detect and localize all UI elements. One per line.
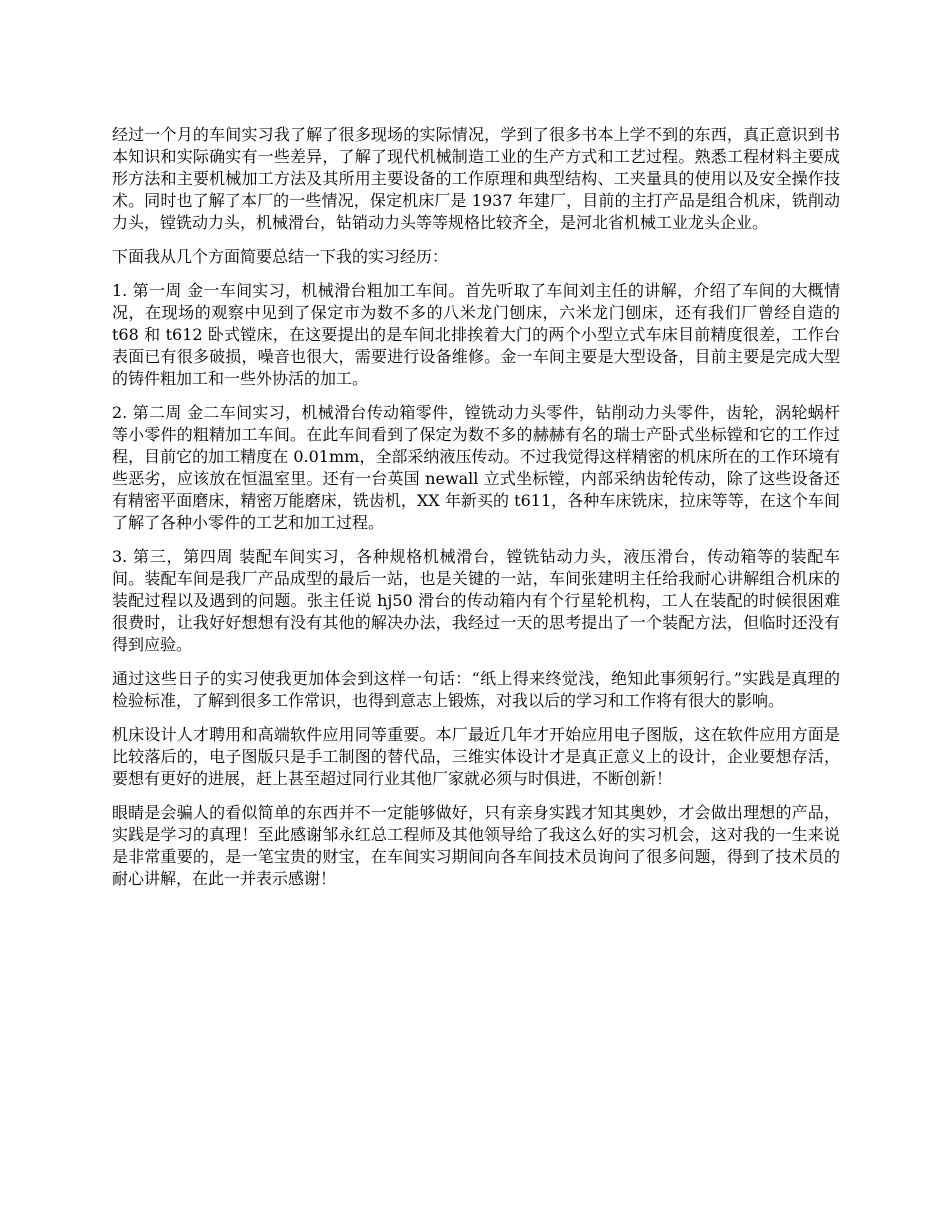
paragraph-summary-heading: 下面我从几个方面简要总结一下我的实习经历： — [112, 247, 449, 266]
paragraph-software: 机床设计人才聘用和高端软件应用同等重要。本厂最近几年才开始应用电子图版，这在软件应用方面是比较落后的，电子图版只是手工制图的替代品，三维实体设计才是真正意义上的设计，企业要想存活，要想有更好的进展，赶上甚至超过同行业其他厂家就必须与时俱进，不断创新！ — [112, 725, 840, 788]
paragraph-week-3-4: 3. 第三，第四周 装配车间实习，各种规格机械滑台，镗铣钻动力头，液压滑台，传动箱等的装配车间。装配车间是我厂产品成型的最后一站，也是关键的一站，车间张建明主任给我耐心讲解组合机床的装配过程以及遇到的问题。张主任说 hj50 滑台的传动箱内有个行星轮机构，工人在装配的时候很困难很费时，让我好好想想有没有其他的解决办法，我经过一天的思考提出了一个装配方法，但临时还没有得到应验。 — [112, 547, 840, 654]
paragraph-week-2: 2. 第二周 金二车间实习，机械滑台传动箱零件，镗铣动力头零件，钻削动力头零件，齿轮，涡轮蜗杆等小零件的粗精加工车间。在此车间看到了保定为数不多的赫赫有名的瑞士产卧式坐标镗和它的工作过程，目前它的加工精度在 0.01mm，全部采纳液压传动。不过我觉得这样精密的机床所在的工作环境有些恶劣，应该放在恒温室里。还有一台英国 newall 立式坐标镗，内部采纳齿轮传动，除了这些设备还有精密平面磨床，精密万能磨床，铣齿机，XX 年新买的 t611，各种车床铣床，拉床等等，在这个车间了解了各种小零件的工艺和加工过程。 — [112, 403, 840, 532]
document-body — [112, 124, 840, 902]
paragraph-week-1: 1. 第一周 金一车间实习，机械滑台粗加工车间。首先听取了车间刘主任的讲解，介绍了车间的大概情况，在现场的观察中见到了保定市为数不多的八米龙门刨床，六米龙门刨床，还有我们厂曾经自造的 t68 和 t612 卧式镗床，在这要提出的是车间北排挨着大门的两个小型立式车床目前精度很差，工作台表面已有很多破损，噪音也很大，需要进行设备维修。金一车间主要是大型设备，目前主要是完成大型的铸件粗加工和一些外协活的加工。 — [112, 281, 840, 388]
paragraph-reflection: 通过这些日子的实习使我更加体会到这样一句话：“纸上得来终觉浅，绝知此事须躬行。”实践是真理的检验标准，了解到很多工作常识，也得到意志上锻炼，对我以后的学习和工作将有很大的影响。 — [112, 669, 840, 710]
paragraph-thanks: 眼睛是会骗人的看似简单的东西并不一定能够做好，只有亲身实践才知其奥妙，才会做出理想的产品，实践是学习的真理！至此感谢邹永红总工程师及其他领导给了我这么好的实习机会，这对我的一生来说是非常重要的，是一笔宝贵的财宝，在车间实习期间向各车间技术员询问了很多问题，得到了技术员的耐心讲解，在此一并表示感谢！ — [112, 803, 840, 888]
paragraph-intro: 经过一个月的车间实习我了解了很多现场的实际情况，学到了很多书本上学不到的东西，真正意识到书本知识和实际确实有一些差异，了解了现代机械制造工业的生产方式和工艺过程。熟悉工程材料主要成形方法和主要机械加工方法及其所用主要设备的工作原理和典型结构、工夹量具的使用以及安全操作技术。同时也了解了本厂的一些情况，保定机床厂是 1937 年建厂，目前的主打产品是组合机床，铣削动力头，镗铣动力头，机械滑台，钻销动力头等等规格比较齐全，是河北省机械工业龙头企业。 — [112, 125, 840, 232]
